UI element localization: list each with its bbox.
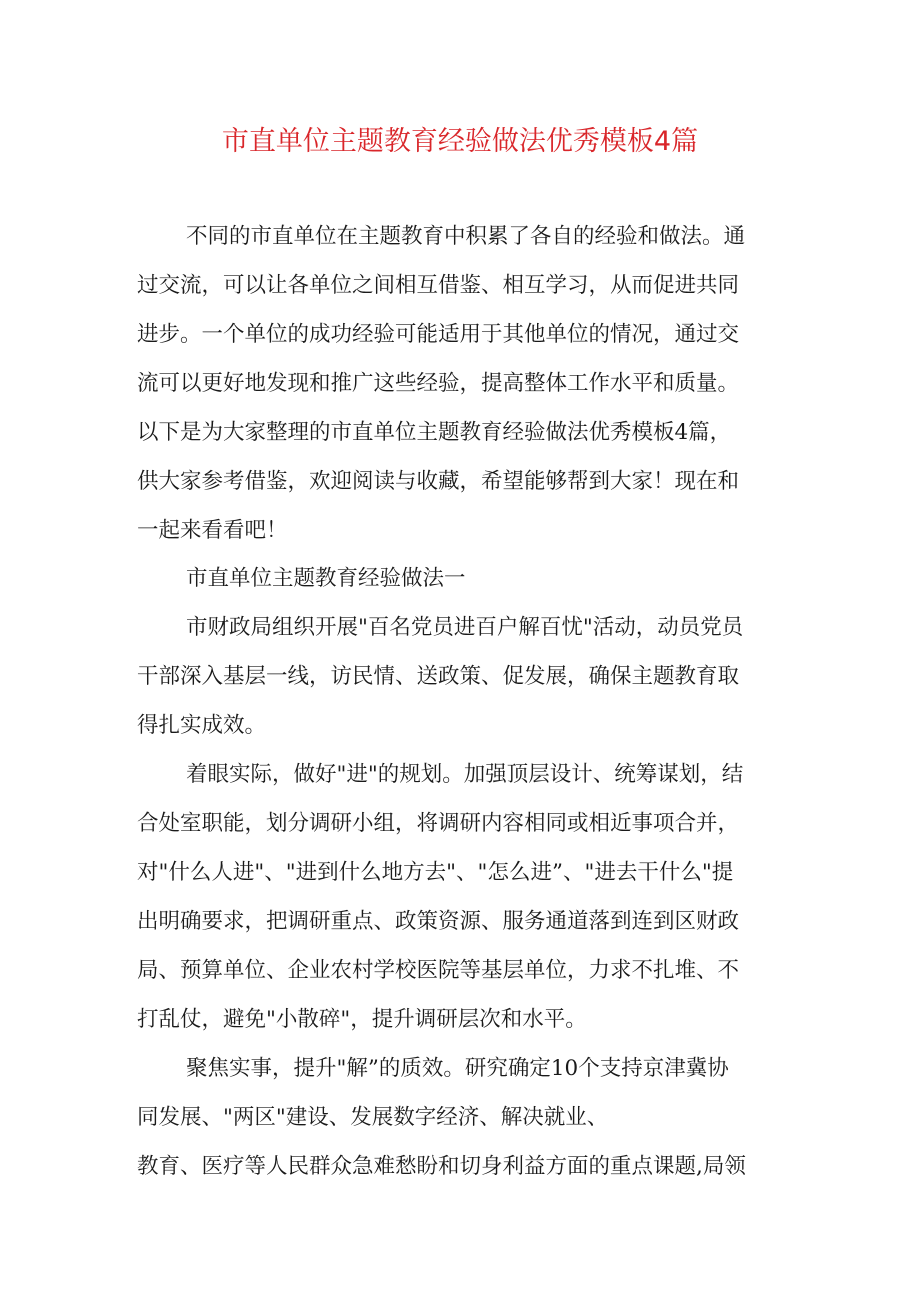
paragraph-line-16: 局、预算单位、企业农村学校医院等基层单位，力求不扎堆、不 [137,958,740,983]
paragraph-line-7: 一起来看看吧！ [137,518,288,543]
paragraph-line-20: 教育、医疗等人民群众急难愁盼和切身利益方面的重点课题,局领 [137,1154,746,1179]
paragraph-line-12: 着眼实际，做好"进"的规划。加强顶层设计、统筹谋划，结 [186,762,744,787]
paragraph-line-15: 出明确要求，把调研重点、政策资源、服务通道落到连到区财政 [137,909,740,934]
paragraph-line-6: 供大家参考借鉴，欢迎阅读与收藏，希望能够帮到大家！现在和 [137,469,740,494]
paragraph-line-13: 合处室职能，划分调研小组，将调研内容相同或相近事项合并， [137,811,740,836]
paragraph-line-5: 以下是为大家整理的市直单位主题教育经验做法优秀模板4篇， [137,420,732,445]
paragraph-line-1: 不同的市直单位在主题教育中积累了各自的经验和做法。通 [186,224,746,249]
paragraph-line-4: 流可以更好地发现和推广这些经验，提高整体工作水平和质量。 [137,371,740,396]
paragraph-line-3: 进步。一个单位的成功经验可能适用于其他单位的情况，通过交 [137,322,740,347]
paragraph-line-2: 过交流，可以让各单位之间相互借鉴、相互学习，从而促进共同 [137,273,740,298]
paragraph-line-9: 市财政局组织开展"百名党员进百户解百忧"活动，动员党员 [186,615,744,640]
document-title: 市直单位主题教育经验做法优秀模板4篇 [221,126,699,157]
paragraph-line-14: 对"什么人进"、"进到什么地方去"、"怎么进”、"进去干什么"提 [137,860,734,885]
section-heading: 市直单位主题教育经验做法一 [186,566,466,591]
paragraph-line-18: 聚焦实事，提升"解”的质效。研究确定10个支持京津冀协 [186,1056,729,1081]
paragraph-line-10: 干部深入基层一线，访民情、送政策、促发展，确保主题教育取 [137,664,740,689]
paragraph-line-19: 同发展、"两区"建设、发展数字经济、解决就业、 [137,1105,609,1130]
paragraph-line-17: 打乱仗，避免"小散碎"，提升调研层次和水平。 [137,1007,587,1032]
paragraph-line-11: 得扎实成效。 [137,713,267,738]
